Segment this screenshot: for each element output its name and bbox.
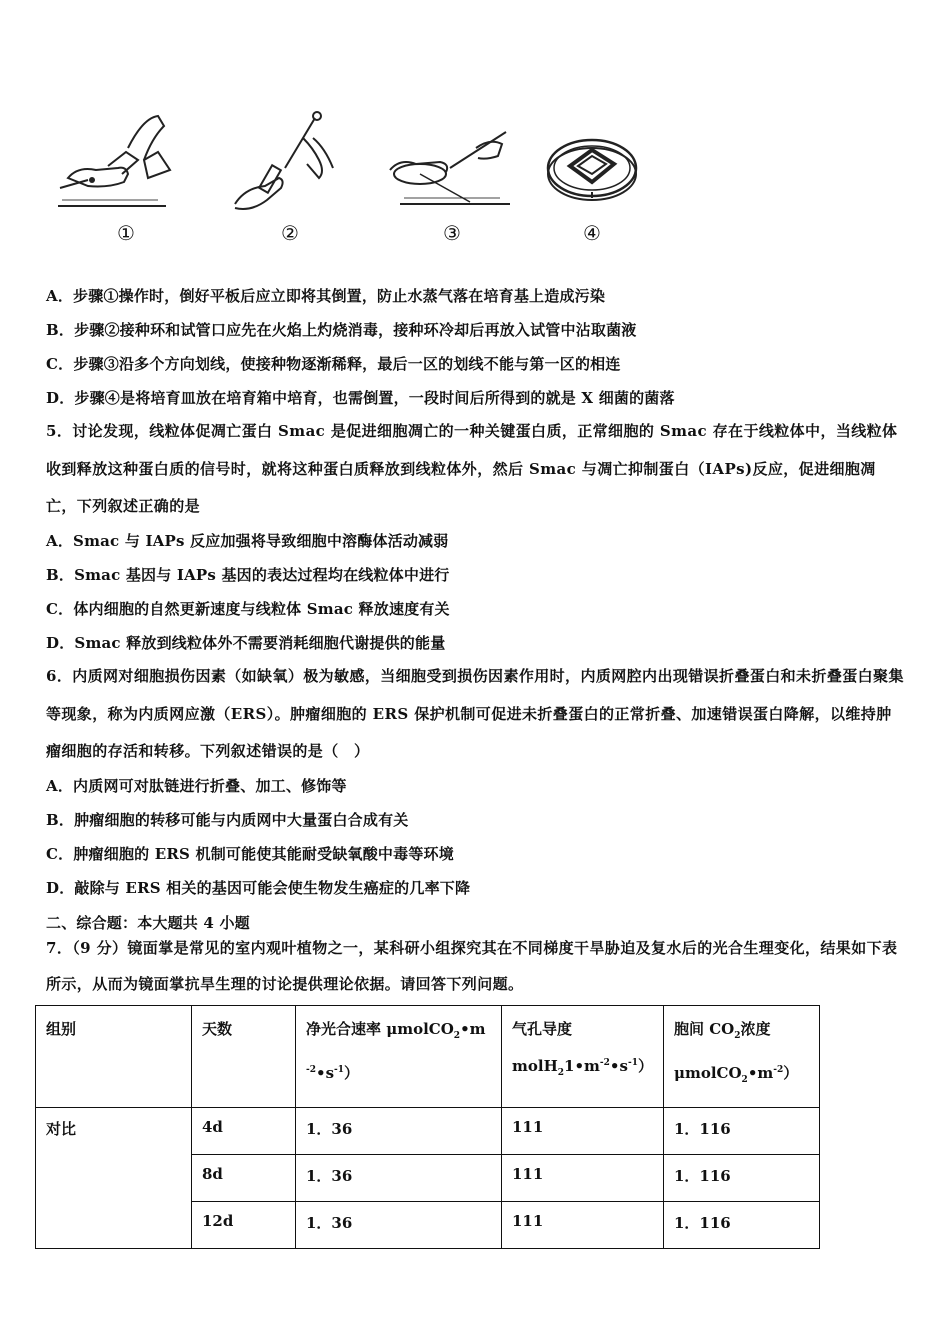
header-net-photosynthesis-rate: 净光合速率 μmolCO$_2$•m $^{-2}•s^{-1}$）: [296, 1006, 502, 1108]
net-rate-cell: 1．36: [296, 1202, 502, 1249]
days-cell: 12d: [192, 1202, 296, 1249]
step4-label: ④: [583, 221, 601, 245]
step3-streaking-illustration: [380, 108, 520, 218]
q4-option-b: B．步骤②接种环和试管口应先在火焰上灼烧消毒，接种环冷却后再放入试管中沾取菌液: [46, 321, 637, 339]
q5-option-d: D．Smac 释放到线粒体外不需要消耗细胞代谢提供的能量: [46, 634, 446, 652]
photosynthesis-data-table: [35, 1005, 820, 1249]
q4-option-c: C．步骤③沿多个方向划线，使接种物逐渐稀释，最后一区的划线不能与第一区的相连: [46, 355, 621, 373]
q6-option-a: A．内质网可对肽链进行折叠、加工、修饰等: [46, 777, 347, 795]
q6-option-b: B．肿瘤细胞的转移可能与内质网中大量蛋白合成有关: [46, 811, 409, 829]
q6-stem: 6．内质网对细胞损伤因素（如缺氧）极为敏感，当细胞受到损伤因素作用时，内质网腔内出现错误折叠蛋白和未折叠蛋白聚集等现象，称为内质网应激（ERS）。肿瘤细胞的 ERS 保护机制可促进未折叠蛋白的正常折叠、加速错误蛋白降解，以维持肿瘤细胞的存活和转移。下列叙述错误的是（ ）: [46, 667, 904, 760]
experiment-figure: [40, 108, 660, 248]
conductance-cell: 111: [502, 1108, 664, 1155]
conductance-cell: 111: [502, 1155, 664, 1202]
q4-option-d: D．步骤④是将培育皿放在培育箱中培育，也需倒置，一段时间后所得到的就是 X 细菌的菌落: [46, 389, 675, 407]
step2-inoculation-loop-illustration: [215, 108, 355, 218]
step3-label: ③: [443, 221, 461, 245]
q4-option-a: A．步骤①操作时，倒好平板后应立即将其倒置，防止水蒸气落在培育基上造成污染: [46, 287, 606, 305]
q5-option-c: C．体内细胞的自然更新速度与线粒体 Smac 释放速度有关: [46, 600, 450, 618]
header-intercellular-co2: 胞间 $CO_2$浓度 $\mu molCO_2•m^{-2}$）: [663, 1006, 819, 1108]
step1-label: ①: [117, 221, 135, 245]
net-rate-cell: 1．36: [296, 1108, 502, 1155]
co2-cell: 1．116: [663, 1202, 819, 1249]
section2-title: 二、综合题：本大题共 4 小题: [46, 914, 250, 932]
co2-cell: 1．116: [663, 1108, 819, 1155]
q6-option-d: D．敲除与 ERS 相关的基因可能会使生物发生癌症的几率下降: [46, 879, 471, 897]
q5-option-a: A．Smac 与 IAPs 反应加强将导致细胞中溶酶体活动减弱: [46, 532, 449, 550]
step2-label: ②: [281, 221, 299, 245]
group-cell: 对比: [36, 1108, 192, 1249]
step4-petri-dish-illustration: [540, 108, 680, 218]
co2-cell: 1．116: [663, 1155, 819, 1202]
step1-pouring-plate-illustration: [48, 108, 188, 218]
days-cell: 8d: [192, 1155, 296, 1202]
header-stomatal-conductance: 气孔导度 $molH_21•m^{-2}•s^{-1}$）: [502, 1006, 664, 1108]
table-header-row: [36, 1006, 820, 1108]
net-rate-cell: 1．36: [296, 1155, 502, 1202]
q5-stem: 5．讨论发现，线粒体促凋亡蛋白 Smac 是促进细胞凋亡的一种关键蛋白质，正常细胞的 Smac 存在于线粒体中，当线粒体收到释放这种蛋白质的信号时，就将这种蛋白质释放到线粒体外，然后 Smac 与凋亡抑制蛋白（IAPs)反应，促进细胞凋亡，下列叙述正确的是: [46, 422, 898, 515]
table-row: [36, 1108, 820, 1155]
q6-option-c: C．肿瘤细胞的 ERS 机制可能使其能耐受缺氧酸中毒等环境: [46, 845, 454, 863]
header-days: 天数: [192, 1006, 296, 1108]
header-group: 组别: [36, 1006, 192, 1108]
days-cell: 4d: [192, 1108, 296, 1155]
q7-stem: 7．（9 分）镜面掌是常见的室内观叶植物之一，某科研小组探究其在不同梯度干旱胁迫及复水后的光合生理变化，结果如下表所示，从而为镜面掌抗旱生理的讨论提供理论依据。请回答下列问题。: [46, 939, 898, 993]
conductance-cell: 111: [502, 1202, 664, 1249]
q5-option-b: B．Smac 基因与 IAPs 基因的表达过程均在线粒体中进行: [46, 566, 450, 584]
